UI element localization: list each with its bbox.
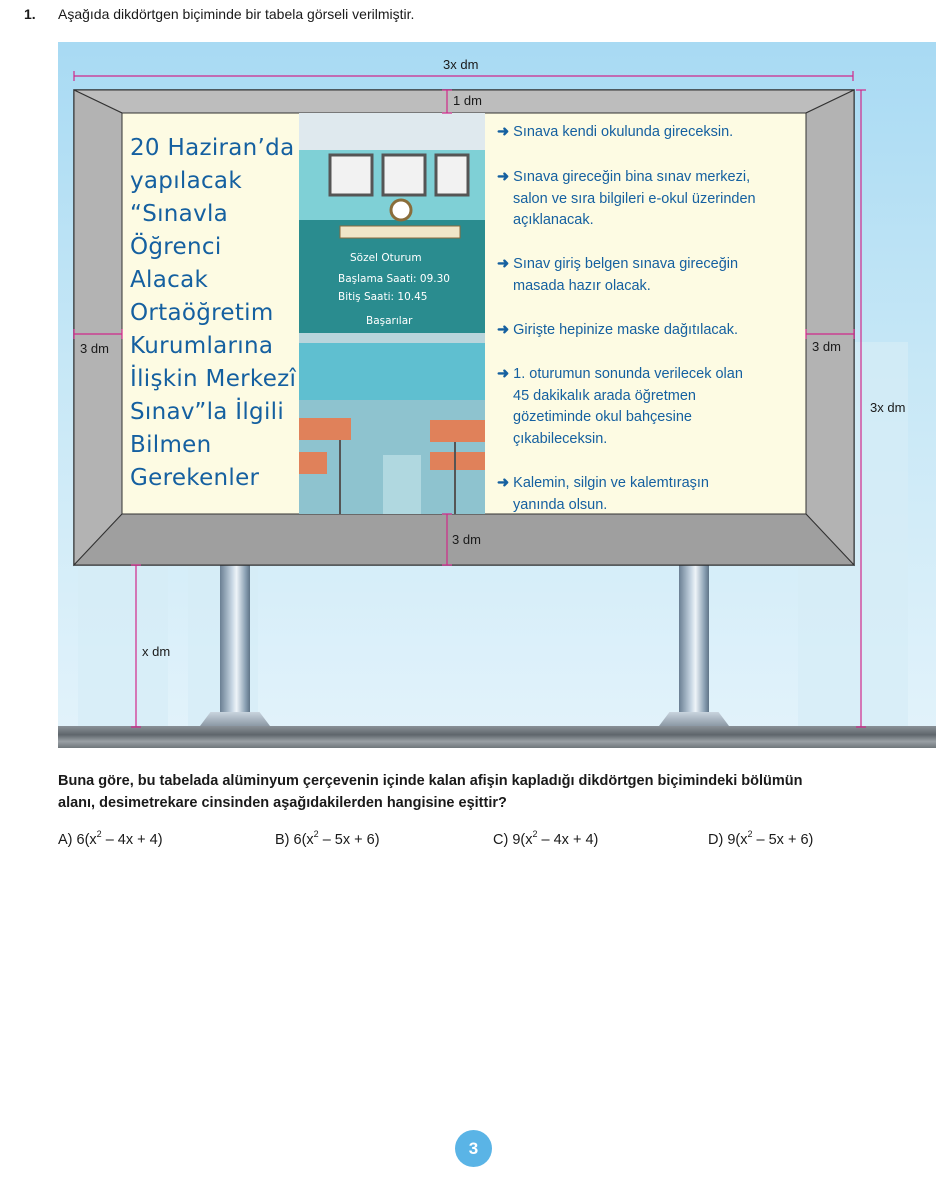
poster-bullet xyxy=(497,167,756,232)
poster-title-line: Sınav”la İlgili xyxy=(130,399,285,425)
option-a-exponent: 2 xyxy=(96,829,102,839)
dim-bottom-frame: 3 dm xyxy=(452,532,481,547)
option-a-rest: – 4x + 4) xyxy=(101,831,163,848)
arrow-icon: ➜ xyxy=(497,169,510,185)
desk xyxy=(299,418,351,440)
poster-title xyxy=(130,132,296,495)
bullet-text: 45 dakikalık arada öğretmen xyxy=(513,387,696,404)
option-d-exponent: 2 xyxy=(747,829,753,839)
dim-height: 3x dm xyxy=(870,400,906,415)
dim-top-width: 3x dm xyxy=(443,57,479,72)
arrow-icon: ➜ xyxy=(497,475,510,491)
arrow-icon: ➜ xyxy=(497,366,510,382)
bullet-text: açıklanacak. xyxy=(513,212,594,228)
bullet-text: yanında olsun. xyxy=(513,496,608,513)
arrow-icon: ➜ xyxy=(497,256,510,272)
poster-title-line: İlişkin Merkezî xyxy=(130,366,297,392)
poster-bullet xyxy=(497,254,738,297)
option-d-rest: – 5x + 6) xyxy=(752,831,814,848)
bullet-text: çıkabileceksin. xyxy=(513,430,608,447)
option-c-prefix: C) 9(x xyxy=(493,831,533,848)
bullet-text: Sınava gireceğin bina sınav merkezi, xyxy=(513,169,751,185)
frame-left-bevel xyxy=(74,90,122,565)
dim-pole-height: x dm xyxy=(142,644,171,659)
wall-picture xyxy=(436,155,468,195)
poster-bullet xyxy=(497,364,743,450)
option-b[interactable] xyxy=(275,830,380,848)
dim-top-frame: 1 dm xyxy=(453,93,482,108)
poster-title-line: “Sınavla xyxy=(130,201,229,227)
option-c[interactable] xyxy=(493,830,598,848)
question-prompt-line: Buna göre, bu tabelada alüminyum çerçevenin içinde kalan afişin kapladığı dikdörtgen biçimindeki bölümün xyxy=(58,773,803,789)
wall-clock-icon xyxy=(391,200,411,220)
bullet-text: gözetiminde okul bahçesine xyxy=(513,409,692,425)
option-c-rest: – 4x + 4) xyxy=(537,831,599,848)
frame-right-bevel xyxy=(806,90,854,565)
option-b-exponent: 2 xyxy=(313,829,319,839)
option-d-prefix: D) 9(x xyxy=(708,831,748,848)
board-start-time: Başlama Saati: 09.30 xyxy=(338,273,450,285)
poster-title-line: Öğrenci xyxy=(130,234,222,260)
bullet-text: Girişte hepinize maske dağıtılacak. xyxy=(513,322,739,338)
question-prompt xyxy=(58,770,938,814)
poster-title-line: Gerekenler xyxy=(130,465,260,491)
arrow-icon: ➜ xyxy=(497,124,510,140)
bullet-text: salon ve sıra bilgileri e-okul üzerinden xyxy=(513,190,756,207)
bullet-text: Kalemin, silgin ve kalemtıraşın xyxy=(513,475,709,491)
bullet-text: masada hazır olacak. xyxy=(513,277,651,294)
poster-title-line: 20 Haziran’da xyxy=(130,135,295,161)
wall-picture xyxy=(383,155,425,195)
bullet-text: Sınav giriş belgen sınava gireceğin xyxy=(513,256,739,272)
poster-bullet xyxy=(497,473,709,516)
bullet-text: Sınava kendi okulunda gireceksin. xyxy=(513,124,734,140)
dim-right-frame: 3 dm xyxy=(812,339,841,354)
arrow-icon: ➜ xyxy=(497,322,510,338)
bullet-text: 1. oturumun sonunda verilecek olan xyxy=(513,366,743,382)
poster-title-line: Bilmen xyxy=(130,432,212,458)
poster-title-line: yapılacak xyxy=(130,168,242,194)
poster-title-line: Ortaöğretim xyxy=(130,300,274,326)
dim-left-frame: 3 dm xyxy=(80,341,109,356)
desk xyxy=(430,420,485,442)
question-number: 1. xyxy=(24,6,36,22)
board-end-time: Bitiş Saati: 10.45 xyxy=(338,291,428,303)
option-b-prefix: B) 6(x xyxy=(275,831,314,848)
desk xyxy=(299,452,327,474)
page-number: 3 xyxy=(455,1130,492,1167)
question-prompt-line: alanı, desimetrekare cinsinden aşağıdakilerden hangisine eşittir? xyxy=(58,795,507,811)
board-wish: Başarılar xyxy=(366,315,413,327)
option-d[interactable] xyxy=(708,830,813,848)
option-a-prefix: A) 6(x xyxy=(58,831,97,848)
board-session: Sözel Oturum xyxy=(350,252,422,264)
option-b-rest: – 5x + 6) xyxy=(318,831,380,848)
wall-picture xyxy=(330,155,372,195)
option-a[interactable] xyxy=(58,830,163,848)
option-c-exponent: 2 xyxy=(532,829,538,839)
desk xyxy=(430,452,485,470)
poster-bullet xyxy=(497,122,733,144)
board-top-rail xyxy=(340,226,460,238)
question-intro: Aşağıda dikdörtgen biçiminde bir tabela görseli verilmiştir. xyxy=(58,6,415,22)
classroom-illustration xyxy=(299,113,485,514)
poster-title-line: Alacak xyxy=(130,267,209,293)
poster-title-line: Kurumlarına xyxy=(130,333,274,359)
poster-bullet xyxy=(497,320,738,342)
